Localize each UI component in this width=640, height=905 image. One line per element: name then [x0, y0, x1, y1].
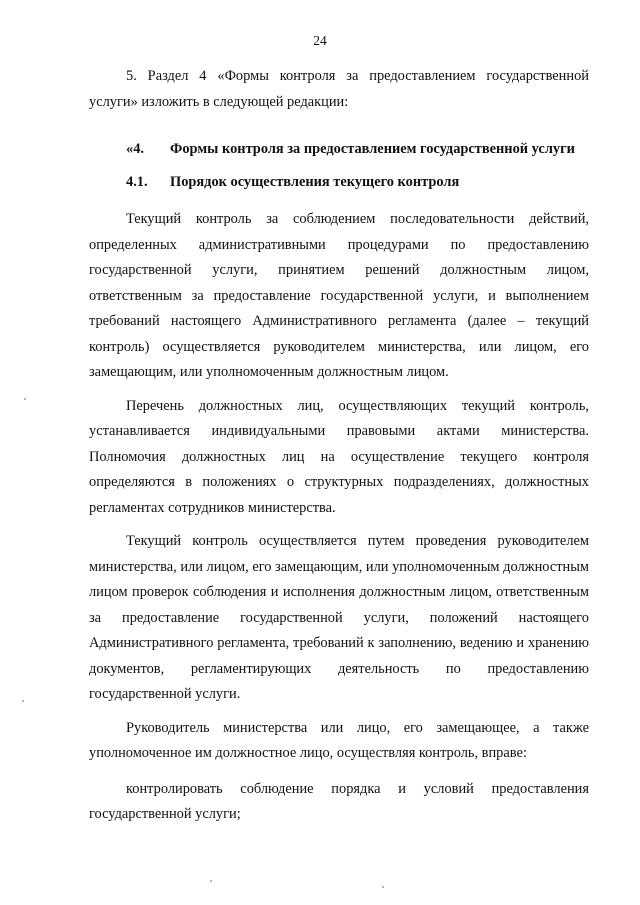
page-number: 24	[313, 33, 327, 48]
subsection-heading	[89, 170, 589, 195]
body-paragraph: Перечень должностных лиц, осуществляющих текущий контроль, устанавливается индивидуальными правовыми актами министерства. Полномочия должностных лиц на осуществление текущего контроля определяются в положениях о структурных подразделениях, должностных регламентах сотрудников министерства.	[89, 397, 589, 516]
section-heading-text: Формы контроля за предоставлением государственной услуги	[170, 141, 575, 157]
section-heading	[89, 137, 589, 162]
scan-speck	[24, 398, 26, 400]
scan-speck	[382, 886, 384, 888]
body-paragraph: контролировать соблюдение порядка и условий предоставления государственной услуги;	[89, 780, 589, 822]
document-body	[89, 64, 589, 828]
scan-speck	[22, 700, 24, 702]
body-paragraph: Руководитель министерства или лицо, его замещающее, а также уполномоченное им должностное лицо, осуществляя контроль, вправе:	[89, 719, 589, 761]
body-paragraph: Текущий контроль осуществляется путем проведения руководителем министерства, или лицом, его замещающим, или уполномоченным должностным лицом проверок соблюдения и исполнения должностным лицом, ответственным за предоставление государственной услуги, положений настоящего Административного регламента, требований к заполнению, ведению и хранению документов, регламентирующих деятельность по предоставлению государственной услуги.	[89, 533, 589, 702]
subsection-heading-text: Порядок осуществления текущего контроля	[170, 174, 460, 190]
intro-paragraph: 5. Раздел 4 «Формы контроля за предоставлением государственной услуги» изложить в следующей редакции:	[89, 68, 589, 110]
section-heading-number: «4.	[126, 141, 144, 157]
scan-speck	[210, 880, 212, 882]
body-paragraph: Текущий контроль за соблюдением последовательности действий, определенных административными процедурами по предоставлению государственной услуги, принятием решений должностным лицом, ответственным за предоставление государственной услуги, и выполнением требований настоящего Административного регламента (далее – текущий контроль) осуществляется руководителем министерства, или лицом, его замещающим, или уполномоченным должностным лицом.	[89, 211, 589, 380]
subsection-heading-number: 4.1.	[126, 174, 148, 190]
